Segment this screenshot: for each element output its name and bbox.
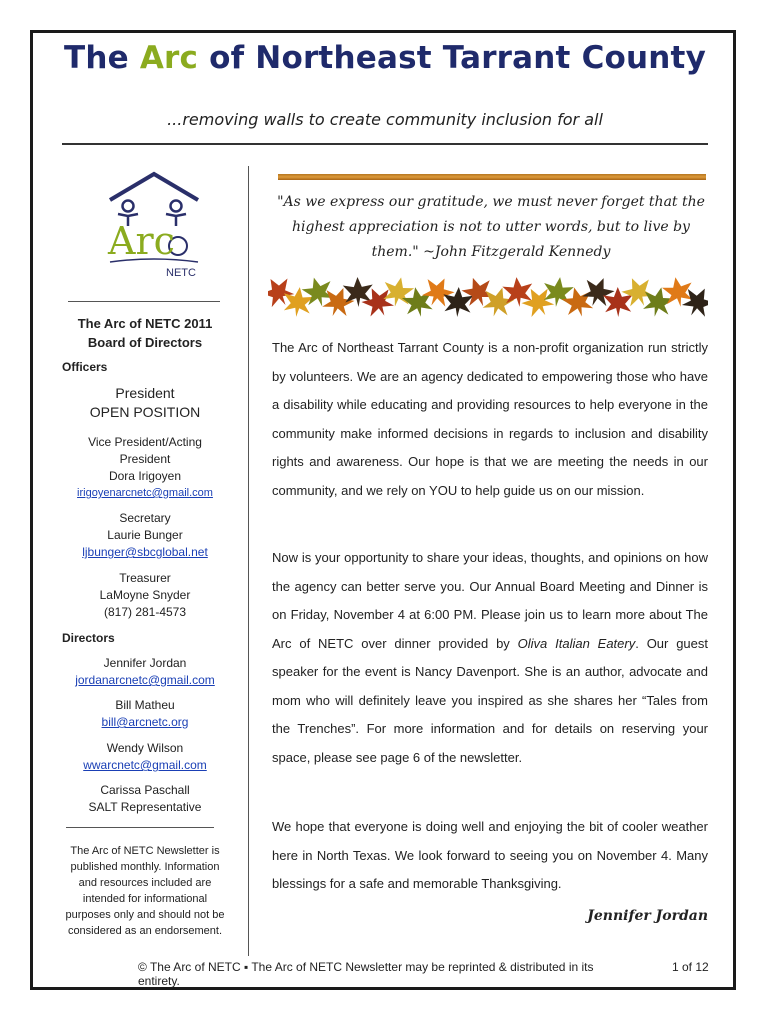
president-entry	[60, 384, 230, 422]
page-number: 1 of 12	[672, 960, 709, 974]
treasurer-name: LaMoyne Snyder	[99, 588, 191, 602]
treasurer-phone: (817) 281-4573	[103, 605, 187, 619]
logo-wordmark: Arc	[108, 219, 175, 263]
director-name: Wendy Wilson	[106, 741, 184, 755]
treasurer-role: Treasurer	[119, 571, 171, 585]
sidebar-divider-bottom	[66, 827, 214, 828]
director-entry	[60, 740, 230, 774]
board-title-line-2: Board of Directors	[87, 335, 203, 350]
vice-president-entry	[60, 434, 230, 502]
director-email-link[interactable]: wwarcnetc@gmail.com	[83, 758, 207, 772]
meeting-text-a: Now is your opportunity to share your ideas, thoughts, and opinions on how the agency can better serve you. Our Annual Board Meeting and Dinner is on Friday, November 4 at 6:00 PM. Please join us to learn more about The Arc of NETC over dinner provided by	[272, 550, 708, 651]
restaurant-name: Oliva Italian Eatery	[517, 635, 636, 651]
board-title	[66, 314, 224, 352]
logo-netc: NETC	[166, 267, 196, 279]
secretary-email-link[interactable]: ljbunger@sbcglobal.net	[82, 545, 208, 559]
director-entry	[60, 697, 230, 731]
salt-name: Carissa Paschall	[100, 783, 190, 797]
intro-paragraph: The Arc of Northeast Tarrant County is a non-profit organization run strictly by volunteers. We are an agency dedicated to empowering those who have a disability while educating and providing resources to help everyone in the community make informed decisions in regards to inclusion and disability rights and awareness. Our hope is that we are meeting the needs in our community, and we rely on YOU to help guide us on our mission.	[272, 340, 708, 498]
newsletter-disclaimer: The Arc of NETC Newsletter is published monthly. Information and resources included are intended for informational purposes only and should not be considered as an endorsement.	[65, 845, 225, 937]
closing-paragraph: We hope that everyone is doing well and enjoying the bit of cooler weather here in North Texas. We look forward to seeing you on November 4. Many blessings for a safe and memorable Thanksgiving.	[272, 819, 708, 891]
vp-role-line-1: Vice President/Acting	[88, 435, 202, 449]
president-name: OPEN POSITION	[89, 404, 201, 420]
autumn-leaves-banner	[268, 268, 708, 328]
arc-netc-logo	[104, 168, 204, 280]
header-divider	[62, 143, 708, 145]
salt-role: SALT Representative	[88, 800, 202, 814]
meeting-text-b: . Our guest speaker for the event is Nancy Davenport. She is an author, advocate and mom who will definitely leave you inspired as she shares her “Tales from the Trenches”. For more information and for details on reserving your space, please see page 6 of the newsletter.	[272, 635, 709, 765]
annual-meeting-paragraph	[272, 544, 708, 772]
newsletter-title	[0, 40, 770, 76]
secretary-name: Laurie Bunger	[107, 528, 183, 542]
newsletter-subtitle: ...removing walls to create community inclusion for all	[167, 110, 603, 129]
salt-representative-entry	[60, 782, 230, 816]
directors-heading: Directors	[62, 631, 115, 645]
vp-email-link[interactable]: irigoyenarcnetc@gmail.com	[77, 487, 213, 499]
title-part-2: of Northeast Tarrant County	[209, 40, 706, 76]
footer-copyright: © The Arc of NETC ▪ The Arc of NETC Newsletter may be reprinted & distributed in its entirety.	[138, 960, 594, 988]
signature: Jennifer Jordan	[587, 908, 708, 924]
kennedy-quote: "As we express our gratitude, we must never forget that the highest appreciation is not to utter words, but to live by them." ~John Fitzgerald Kennedy	[277, 194, 705, 260]
director-name: Bill Matheu	[115, 698, 175, 712]
president-role: President	[115, 385, 175, 401]
title-arc-word: Arc	[139, 40, 199, 76]
column-divider	[248, 166, 249, 956]
board-title-line-1: The Arc of NETC 2011	[77, 316, 213, 331]
treasurer-entry	[60, 570, 230, 621]
director-entry	[60, 655, 230, 689]
decorative-stripe	[278, 174, 706, 180]
officers-heading: Officers	[62, 360, 108, 374]
vp-role-line-2: President	[119, 452, 171, 466]
title-part-1: The	[64, 40, 129, 76]
vp-name: Dora Irigoyen	[108, 469, 182, 483]
secretary-role: Secretary	[119, 511, 171, 525]
secretary-entry	[60, 510, 230, 561]
director-email-link[interactable]: bill@arcnetc.org	[101, 715, 189, 729]
director-email-link[interactable]: jordanarcnetc@gmail.com	[75, 673, 215, 687]
sidebar-divider-top	[68, 301, 220, 302]
director-name: Jennifer Jordan	[103, 656, 187, 670]
